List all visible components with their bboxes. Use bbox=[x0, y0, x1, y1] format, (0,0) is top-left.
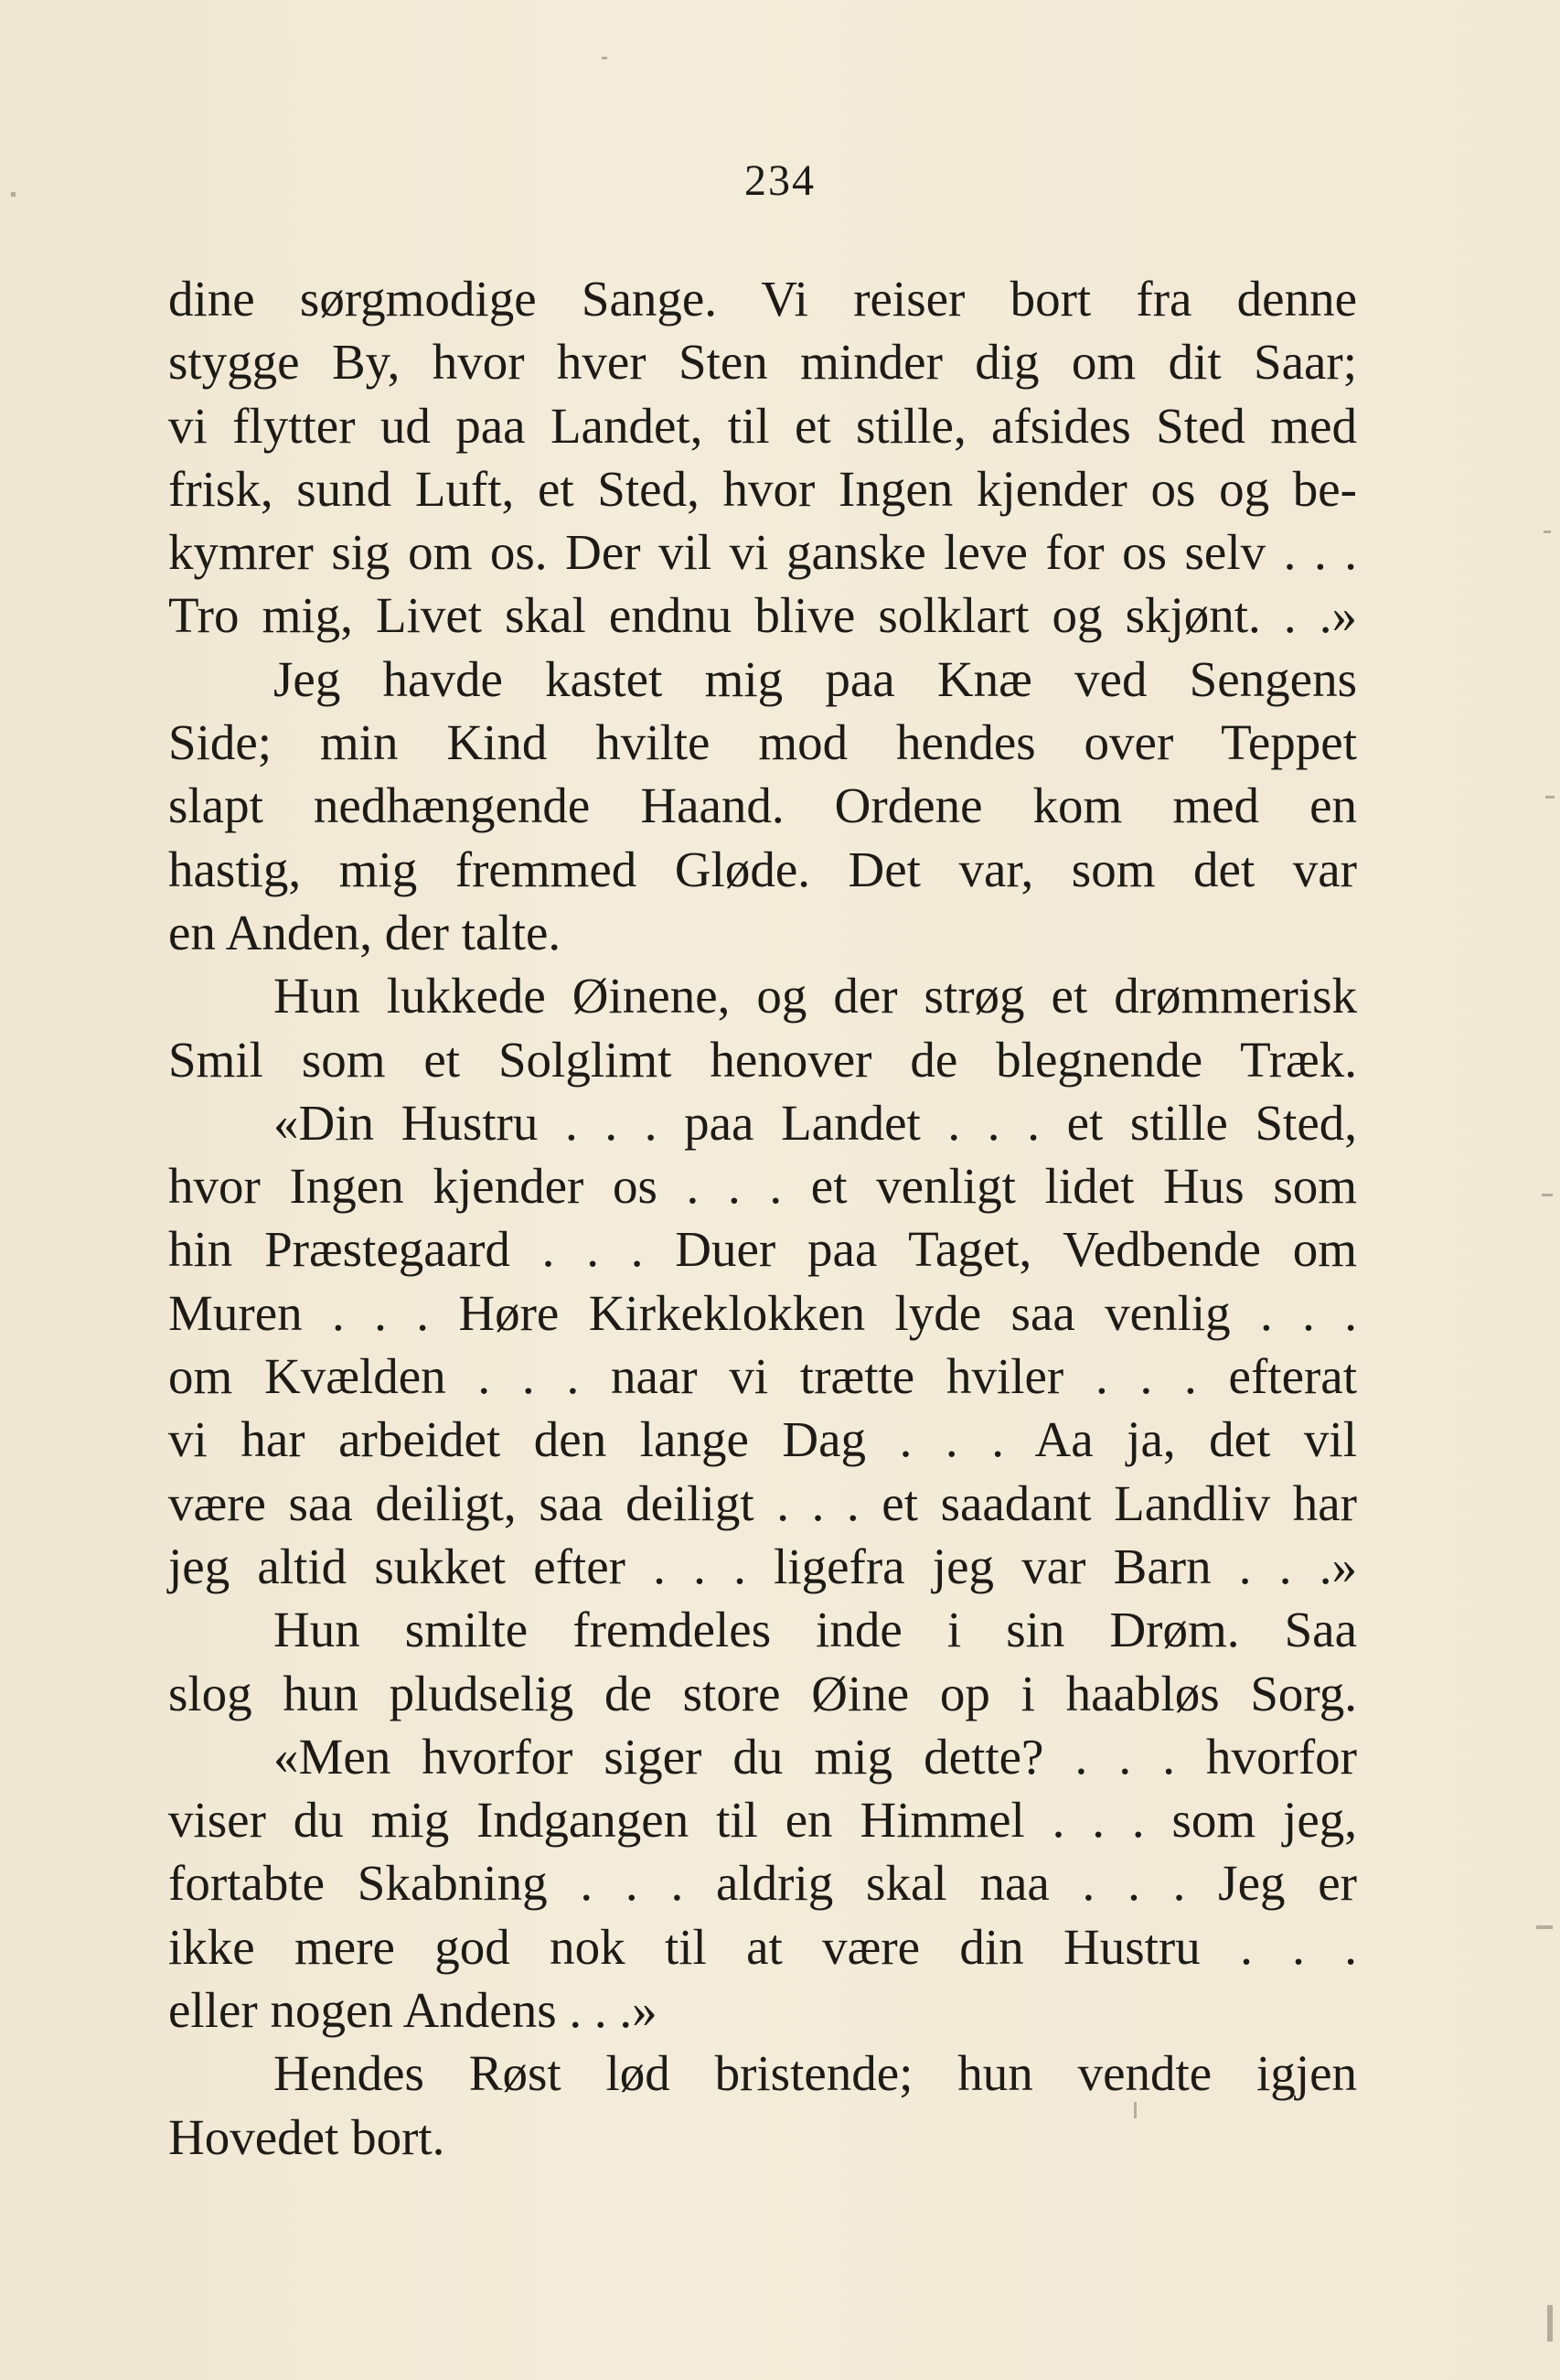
text-line: kymrer sig om os. Der vil vi ganske leve for os selv . . . bbox=[168, 524, 1357, 581]
text-line: Hun lukkede Øinene, og der strøg et drømmerisk bbox=[273, 968, 1357, 1024]
speck bbox=[1547, 2305, 1553, 2342]
text-line: Hendes Røst lød bristende; hun vendte igjen bbox=[273, 2045, 1357, 2102]
text-line: stygge By, hvor hver Sten minder dig om dit Saar; bbox=[168, 334, 1357, 391]
text-line: Muren . . . Høre Kirkeklokken lyde saa venlig . . . bbox=[168, 1284, 1357, 1341]
text-line: slapt nedhængende Haand. Ordene kom med en bbox=[168, 777, 1357, 834]
text-line: en Anden, der talte. bbox=[168, 904, 561, 960]
text-line: «Men hvorfor siger du mig dette? . . . hvorfor bbox=[273, 1728, 1357, 1785]
speck bbox=[1544, 531, 1551, 533]
text-line: hastig, mig fremmed Gløde. Det var, som det var bbox=[168, 841, 1357, 897]
text-line: Side; min Kind hvilte mod hendes over Teppet bbox=[168, 714, 1357, 771]
page-number: 234 bbox=[744, 156, 816, 205]
speck bbox=[1545, 796, 1555, 799]
text-line: hvor Ingen kjender os . . . et venligt lidet Hus som bbox=[168, 1158, 1357, 1215]
speck bbox=[1542, 1194, 1553, 1196]
text-line: vi flytter ud paa Landet, til et stille, afsides Sted med bbox=[168, 397, 1357, 454]
speck bbox=[602, 57, 607, 59]
speck bbox=[11, 192, 16, 197]
text-line: Tro mig, Livet skal endnu blive solklart og skjønt. . .» bbox=[168, 587, 1357, 644]
text-line: jeg altid sukket efter . . . ligefra jeg var Barn . . .» bbox=[168, 1538, 1357, 1594]
text-line: Hovedet bort. bbox=[168, 2108, 445, 2165]
speck bbox=[1536, 1925, 1553, 1929]
speck bbox=[1134, 2102, 1137, 2118]
text-line: vi har arbeidet den lange Dag . . . Aa ja, det vil bbox=[168, 1411, 1357, 1468]
text-line: dine sørgmodige Sange. Vi reiser bort fra denne bbox=[168, 271, 1357, 327]
text-line: om Kvælden . . . naar vi trætte hviler . . . efterat bbox=[168, 1348, 1357, 1405]
text-line: Jeg havde kastet mig paa Knæ ved Sengens bbox=[273, 650, 1357, 707]
text-line: frisk, sund Luft, et Sted, hvor Ingen kjender os og be- bbox=[168, 460, 1357, 517]
text-line: være saa deiligt, saa deiligt . . . et saadant Landliv har bbox=[168, 1474, 1357, 1531]
text-line: fortabte Skabning . . . aldrig skal naa . . . Jeg er bbox=[168, 1855, 1357, 1912]
text-line: hin Præstegaard . . . Duer paa Taget, Vedbende om bbox=[168, 1221, 1357, 1278]
text-line: viser du mig Indgangen til en Himmel . . . som jeg, bbox=[168, 1792, 1357, 1849]
text-line: Hun smilte fremdeles inde i sin Drøm. Saa bbox=[273, 1602, 1357, 1658]
text-line: ikke mere god nok til at være din Hustru . . . bbox=[168, 1918, 1357, 1975]
text-line: Smil som et Solglimt henover de blegnende Træk. bbox=[168, 1031, 1357, 1088]
text-line: «Din Hustru . . . paa Landet . . . et stille Sted, bbox=[273, 1094, 1357, 1151]
text-line: slog hun pludselig de store Øine op i haabløs Sorg. bbox=[168, 1665, 1357, 1721]
body-text bbox=[168, 267, 1357, 2169]
text-line: eller nogen Andens . . .» bbox=[168, 1982, 657, 2039]
